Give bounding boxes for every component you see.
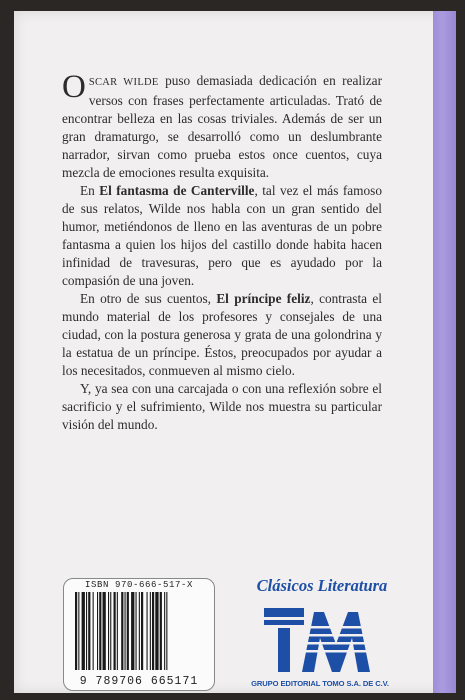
paragraph-3-text: , contrasta el mundo material de los profesores y consejales de una ciudad, con la postura generosa y grata de una golondrina y la estatua de un príncipe. Éstos, preocupados por ayudar a los necesitados, conmueven al mismo cielo. <box>62 291 382 378</box>
drop-cap: O <box>62 69 86 105</box>
series-title: Clásicos Literatura <box>256 576 388 595</box>
author-name: SCAR WILDE <box>88 77 159 88</box>
isbn-label: ISBN 970-666-517-X <box>84 580 194 590</box>
blurb-paragraph-4: Y, ya sea con una carcajada o con una reflexión sobre el sacrificio y el sufrimiento, Wilde nos muestra su particular visión del mundo. <box>62 381 382 432</box>
barcode-digits: 9 789706 665171 <box>79 675 199 688</box>
paragraph-2-text: , tal vez el más famoso de sus relatos, Wilde nos habla con un gran sentido del humor, metiéndonos de lleno en las aventuras de un pobre fantasma a quien los hijos del castillo donde habita hacen infinidad de travesuras, pero que es ayudado por la compasión de una joven. <box>62 183 382 288</box>
paragraph-1-text: puso demasiada dedicación en realizar versos con frases perfectamente articuladas. Trató de encontrar belleza en las cosas triviales. Además de ser un gran dramaturgo, se desarrolló como un deslumbrante narrador, sirvan como prueba estos once cuentos, cuya mezcla de emociones resulta exquisita. <box>62 73 382 180</box>
story-title-principe: El príncipe feliz <box>216 291 311 306</box>
purple-spine-strip <box>433 11 456 693</box>
paragraph-2-lead: En <box>80 183 100 198</box>
story-title-canterville: El fantasma de Canterville <box>99 183 255 198</box>
publisher-logo-icon <box>262 604 386 676</box>
back-cover <box>14 11 456 693</box>
barcode-bars <box>73 592 205 670</box>
blurb-paragraph-3 <box>62 290 382 380</box>
publisher-name: GRUPO EDITORIAL TOMO S.A. DE C.V. <box>251 679 389 688</box>
blurb-paragraph-1 <box>62 69 382 182</box>
blurb-paragraph-2 <box>62 182 382 290</box>
blurb-text <box>62 69 382 434</box>
isbn-barcode-box <box>63 578 215 691</box>
paragraph-3-lead: En otro de sus cuentos, <box>80 291 217 306</box>
